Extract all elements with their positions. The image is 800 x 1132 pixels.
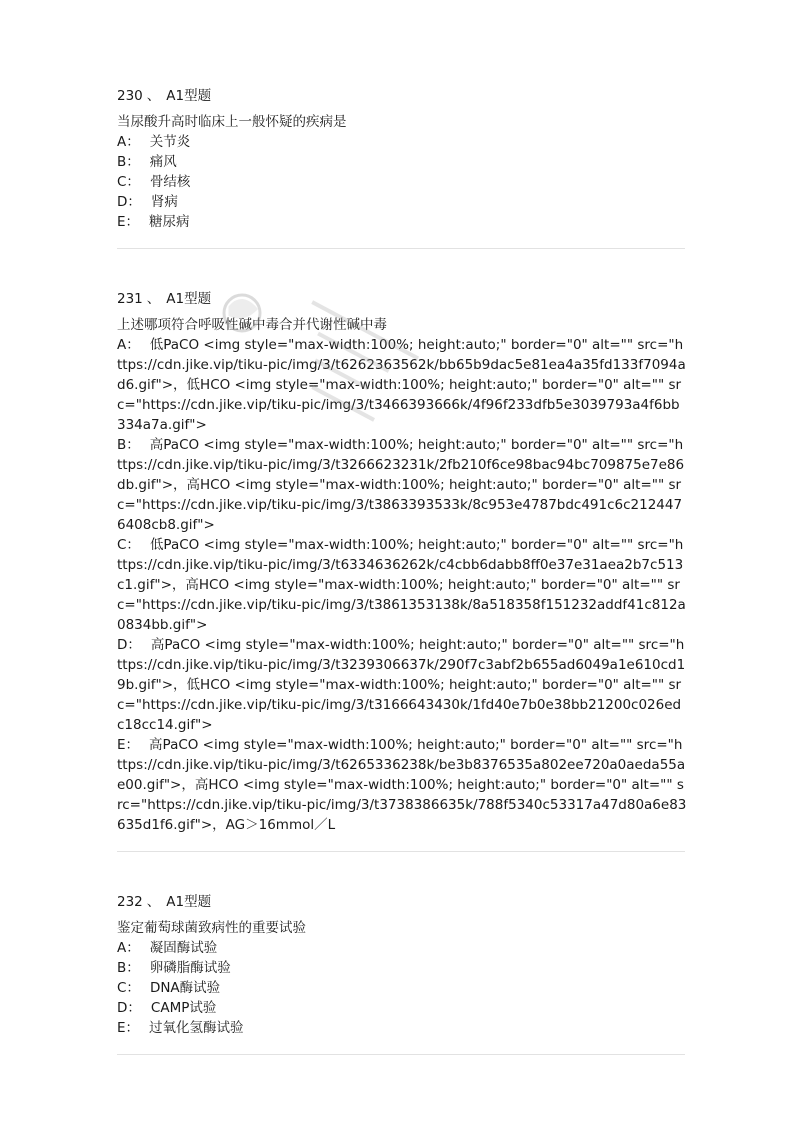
question-header: [117, 892, 687, 912]
option-letter: B：: [117, 154, 140, 170]
option-text: 凝固酶试验: [149, 940, 218, 956]
question-230: [117, 86, 687, 249]
option-c[interactable]: [117, 535, 687, 635]
option-text: 低PaCO <img style="max-width:100%; height:auto;" border="0" alt="" src="https://cdn.jike.vip/tiku-pic/img/3/t6262363562k/bb65b9dac5e81ea4a35fd133f7094ad6.gif">，低HCO <img style="max-width:100%; height:auto;" border="0" alt="" src="https://cdn.jike.vip/tiku-pic/img/3/t3466393666k/4f96f233dfb5e3039793a4f6bb334a7a.gif">: [117, 337, 686, 433]
question-stem: 上述哪项符合呼吸性碱中毒合并代谢性碱中毒: [117, 317, 387, 333]
option-text: 高PaCO <img style="max-width:100%; height:auto;" border="0" alt="" src="https://cdn.jike.vip/tiku-pic/img/3/t6265336238k/be3b8376535a802ee720a0aeda55ae00.gif">，高HCO <img style="max-width:100%; height:auto;" border="0" alt="" src="https://cdn.jike.vip/tiku-pic/img/3/t3738386635k/788f5340c53317a47d80a6e83635d1f6.gif">，AG＞16mmol／L: [117, 737, 687, 833]
option-e[interactable]: [117, 735, 687, 835]
option-letter: C：: [117, 174, 140, 190]
question-type: A1型题: [166, 88, 212, 104]
option-d[interactable]: [117, 998, 687, 1018]
question-separator: 、: [146, 88, 161, 104]
question-list: [117, 86, 687, 1095]
option-a[interactable]: [117, 938, 687, 958]
question-stem: 鉴定葡萄球菌致病性的重要试验: [117, 920, 306, 936]
option-letter: E：: [117, 1020, 140, 1036]
option-e[interactable]: [117, 1018, 687, 1038]
option-text: 高PaCO <img style="max-width:100%; height:auto;" border="0" alt="" src="https://cdn.jike.vip/tiku-pic/img/3/t3266623231k/2fb210f6ce98bac94bc709875e7e86db.gif">，高HCO <img style="max-width:100%; height:auto;" border="0" alt="" src="https://cdn.jike.vip/tiku-pic/img/3/t3863393533k/8c953e4787bdc491c6c2124476408cb8.gif">: [117, 437, 685, 533]
question-231: [117, 289, 687, 852]
option-c[interactable]: [117, 172, 687, 192]
option-a[interactable]: [117, 132, 687, 152]
option-b[interactable]: [117, 435, 687, 535]
question-separator: 、: [146, 894, 161, 910]
option-text: 肾病: [150, 194, 178, 210]
option-a[interactable]: [117, 335, 687, 435]
option-text: 痛风: [149, 154, 177, 170]
question-header: [117, 86, 687, 106]
option-b[interactable]: [117, 958, 687, 978]
option-text: 高PaCO <img style="max-width:100%; height:auto;" border="0" alt="" src="https://cdn.jike.vip/tiku-pic/img/3/t3239306637k/290f7c3abf2b655ad6049a1e610cd19b.gif">，低HCO <img style="max-width:100%; height:auto;" border="0" alt="" src="https://cdn.jike.vip/tiku-pic/img/3/t3166643430k/1fd40e7b0e38bb21200c026edc18cc14.gif">: [117, 637, 686, 733]
option-letter: C：: [117, 980, 140, 996]
question-type: A1型题: [166, 894, 212, 910]
option-text: 骨结核: [149, 174, 191, 190]
option-letter: D：: [117, 1000, 141, 1016]
option-d[interactable]: [117, 635, 687, 735]
question-type: A1型题: [166, 291, 212, 307]
option-text: 低PaCO <img style="max-width:100%; height:auto;" border="0" alt="" src="https://cdn.jike.vip/tiku-pic/img/3/t6334636262k/c4cbb6dabb8ff0e37e31aea2b7c513c1.gif">，高HCO <img style="max-width:100%; height:auto;" border="0" alt="" src="https://cdn.jike.vip/tiku-pic/img/3/t3861353138k/8a518358f151232addf41c812a0834bb.gif">: [117, 537, 686, 633]
option-letter: A：: [117, 940, 140, 956]
option-letter: A：: [117, 134, 140, 150]
question-stem: 当尿酸升高时临床上一般怀疑的疾病是: [117, 114, 347, 130]
question-number: 232: [117, 894, 143, 910]
option-b[interactable]: [117, 152, 687, 172]
option-text: CAMP试验: [150, 1000, 217, 1016]
option-letter: C：: [117, 537, 140, 553]
option-c[interactable]: [117, 978, 687, 998]
question-separator: 、: [146, 291, 161, 307]
question-header: [117, 289, 687, 309]
question-divider: [117, 851, 685, 852]
option-letter: A：: [117, 337, 140, 353]
question-number: 230: [117, 88, 143, 104]
option-letter: E：: [117, 214, 140, 230]
option-text: 卵磷脂酶试验: [149, 960, 231, 976]
option-letter: E：: [117, 737, 140, 753]
option-text: DNA酶试验: [149, 980, 221, 996]
option-d[interactable]: [117, 192, 687, 212]
option-text: 糖尿病: [149, 214, 190, 230]
option-text: 关节炎: [149, 134, 191, 150]
question-number: 231: [117, 291, 143, 307]
question-divider: [117, 248, 685, 249]
option-letter: B：: [117, 437, 140, 453]
option-letter: D：: [117, 194, 141, 210]
option-text: 过氧化氢酶试验: [149, 1020, 244, 1036]
option-letter: B：: [117, 960, 140, 976]
option-e[interactable]: [117, 212, 687, 232]
question-divider: [117, 1054, 685, 1055]
question-232: [117, 892, 687, 1055]
option-letter: D：: [117, 637, 141, 653]
